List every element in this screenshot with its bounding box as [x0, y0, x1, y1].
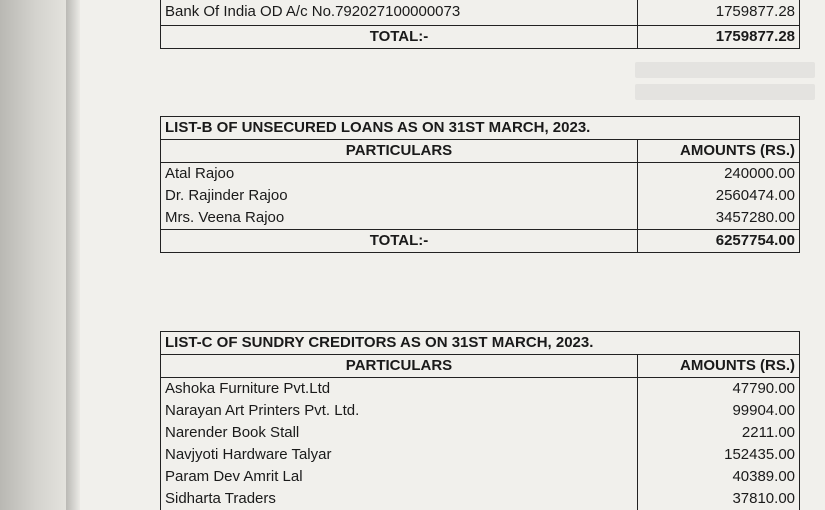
- column-header-particulars: PARTICULARS: [161, 140, 638, 163]
- table-header-row: [161, 355, 800, 378]
- table-row: [161, 422, 800, 444]
- amount-cell: 2560474.00: [715, 187, 795, 204]
- amount-cell: 40389.00: [732, 468, 796, 485]
- amount-cell: 240000.00: [724, 165, 795, 182]
- list-b-table: [160, 116, 800, 253]
- table-row: [161, 163, 800, 186]
- total-label: TOTAL:-: [161, 26, 638, 49]
- particular-cell: Navjyoti Hardware Talyar: [161, 444, 638, 466]
- particular-cell: Sidharta Traders: [161, 488, 638, 510]
- bleed-through-mark: [635, 84, 815, 100]
- table-row: [161, 488, 800, 510]
- table-header-row: [161, 140, 800, 163]
- table-row: [161, 0, 800, 26]
- particular-cell: Dr. Rajinder Rajoo: [161, 185, 638, 207]
- list-c-table: [160, 331, 800, 510]
- particular-cell: Ashoka Furniture Pvt.Ltd: [161, 378, 638, 401]
- amount-cell: 3457280.00: [715, 209, 795, 226]
- amount-cell: 99904.00: [732, 402, 796, 419]
- total-label: TOTAL:-: [161, 230, 638, 253]
- particular-cell: Narender Book Stall: [161, 422, 638, 444]
- column-header-amounts: AMOUNTS (RS.): [638, 140, 800, 163]
- particular-cell: Param Dev Amrit Lal: [161, 466, 638, 488]
- particular-cell: Atal Rajoo: [161, 163, 638, 186]
- list-title: LIST-B OF UNSECURED LOANS AS ON 31ST MARCH, 2023.: [161, 117, 800, 140]
- table-row: [161, 444, 800, 466]
- particular-cell: Mrs. Veena Rajoo: [161, 207, 638, 230]
- particular-cell: Bank Of India OD A/c No.792027100000073: [161, 0, 638, 26]
- table-title-row: [161, 332, 800, 355]
- total-row: [161, 26, 800, 49]
- list-title: LIST-C OF SUNDRY CREDITORS AS ON 31ST MARCH, 2023.: [161, 332, 800, 355]
- amount-cell: 2211.00: [741, 424, 796, 441]
- bleed-through-mark: [635, 62, 815, 78]
- table-row: [161, 378, 800, 401]
- column-header-amounts: AMOUNTS (RS.): [638, 355, 800, 378]
- table-title-row: [161, 117, 800, 140]
- table-row: [161, 466, 800, 488]
- particular-cell: Narayan Art Printers Pvt. Ltd.: [161, 400, 638, 422]
- amount-cell: 152435.00: [724, 446, 796, 463]
- amount-cell: 1759877.28: [715, 3, 795, 20]
- table-row: [161, 185, 800, 207]
- amount-cell: 47790.00: [732, 380, 796, 397]
- table-row: [161, 400, 800, 422]
- total-amount: 6257754.00: [638, 230, 800, 253]
- amount-cell: 37810.00: [732, 490, 796, 507]
- column-header-particulars: PARTICULARS: [161, 355, 638, 378]
- total-row: [161, 230, 800, 253]
- total-amount: 1759877.28: [638, 26, 800, 49]
- list-a-table: [160, 0, 800, 49]
- binding-shadow: [66, 0, 80, 510]
- table-row: [161, 207, 800, 230]
